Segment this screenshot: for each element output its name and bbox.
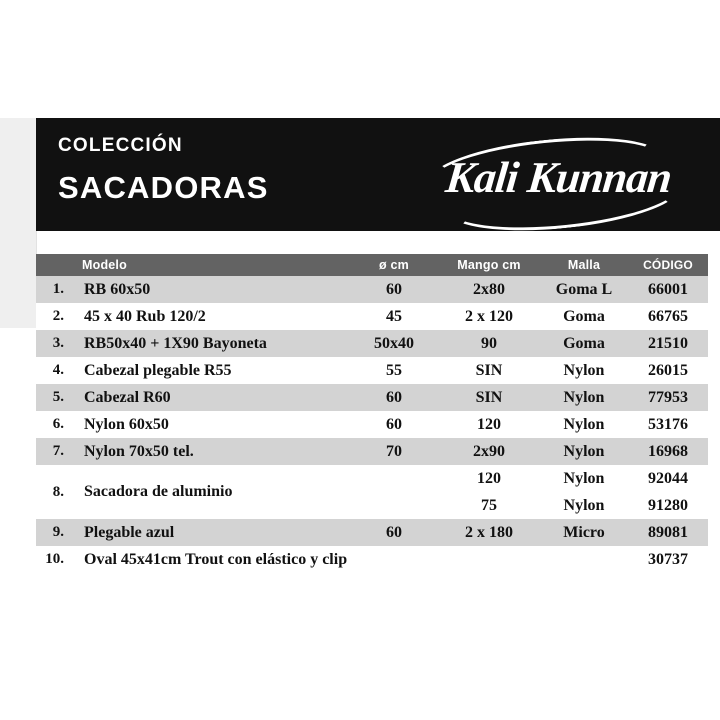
row-mango: 120 <box>438 411 540 438</box>
row-malla: Nylon <box>540 438 628 465</box>
row-codigo: 30737 <box>628 546 708 573</box>
table-header-row <box>36 254 708 276</box>
row-modelo: Cabezal R60 <box>70 384 350 411</box>
row-malla: Goma <box>540 303 628 330</box>
brand-name: Kali Kunnan <box>443 153 674 202</box>
brand-logo <box>416 144 720 214</box>
catalog-header-band <box>36 118 720 231</box>
row-diameter: 50x40 <box>350 330 438 357</box>
row-codigo: 16968 <box>628 438 708 465</box>
spec-table <box>36 254 708 573</box>
row-modelo: 45 x 40 Rub 120/2 <box>70 303 350 330</box>
row-index: 1. <box>36 276 70 303</box>
row-index: 10. <box>36 546 70 573</box>
row-malla: Nylon <box>540 411 628 438</box>
row-malla: Nylon <box>540 357 628 384</box>
table-row <box>36 465 708 519</box>
row-mango: 2 x 180 <box>438 519 540 546</box>
row-codigo: 89081 <box>628 519 708 546</box>
row-codigo: 77953 <box>628 384 708 411</box>
row-index: 2. <box>36 303 70 330</box>
row-diameter: 60 <box>350 384 438 411</box>
row-codigo: 21510 <box>628 330 708 357</box>
row-mango: SIN <box>438 384 540 411</box>
table-row <box>36 276 708 303</box>
row-mango: 120 <box>477 470 501 487</box>
column-header-malla: Malla <box>567 258 601 272</box>
row-malla: Nylon <box>563 470 605 487</box>
row-diameter: 55 <box>350 357 438 384</box>
row-malla-alt: Nylon <box>563 497 605 514</box>
row-malla-group <box>540 465 628 519</box>
row-mango: 2 x 120 <box>438 303 540 330</box>
spec-table-wrapper <box>36 254 693 573</box>
row-mango: 90 <box>438 330 540 357</box>
row-diameter: 60 <box>350 519 438 546</box>
row-codigo: 53176 <box>628 411 708 438</box>
row-index: 7. <box>36 438 70 465</box>
row-modelo: Plegable azul <box>70 519 350 546</box>
row-codigo-group <box>628 465 708 519</box>
row-malla: Micro <box>540 519 628 546</box>
table-row <box>36 357 708 384</box>
row-diameter <box>350 465 438 519</box>
row-mango: 2x80 <box>438 276 540 303</box>
row-malla: Goma <box>540 330 628 357</box>
row-codigo: 66765 <box>628 303 708 330</box>
column-header-mango: Mango cm <box>457 258 521 272</box>
column-header-index <box>36 254 70 276</box>
row-modelo: Cabezal plegable R55 <box>70 357 350 384</box>
row-mango: 2x90 <box>438 438 540 465</box>
row-diameter: 70 <box>350 438 438 465</box>
row-index: 3. <box>36 330 70 357</box>
row-modelo: Nylon 60x50 <box>70 411 350 438</box>
column-header-modelo: Modelo <box>82 258 127 272</box>
row-malla: Goma L <box>540 276 628 303</box>
row-malla: Nylon <box>540 384 628 411</box>
row-codigo: 92044 <box>648 470 688 487</box>
row-modelo: Nylon 70x50 tel. <box>70 438 350 465</box>
table-row <box>36 438 708 465</box>
row-codigo: 66001 <box>628 276 708 303</box>
row-index: 8. <box>36 465 70 519</box>
table-row <box>36 519 708 546</box>
row-modelo: Sacadora de aluminio <box>70 465 350 519</box>
table-row <box>36 411 708 438</box>
row-diameter: 60 <box>350 411 438 438</box>
row-index: 4. <box>36 357 70 384</box>
table-row <box>36 546 708 573</box>
row-mango: SIN <box>438 357 540 384</box>
page-title: SACADORAS <box>58 170 269 205</box>
row-index: 5. <box>36 384 70 411</box>
row-diameter: 60 <box>350 276 438 303</box>
row-index: 6. <box>36 411 70 438</box>
table-head <box>36 254 708 276</box>
table-row <box>36 303 708 330</box>
row-mango-group <box>438 465 540 519</box>
left-edge-strip <box>0 118 37 328</box>
row-index: 9. <box>36 519 70 546</box>
row-mango-alt: 75 <box>481 497 497 514</box>
table-row <box>36 330 708 357</box>
row-codigo: 26015 <box>628 357 708 384</box>
table-body <box>36 276 708 573</box>
row-diameter: 45 <box>350 303 438 330</box>
row-modelo: Oval 45x41cm Trout con elástico y clip <box>70 546 628 573</box>
row-modelo: RB50x40 + 1X90 Bayoneta <box>70 330 350 357</box>
table-row <box>36 384 708 411</box>
row-codigo-alt: 91280 <box>648 497 688 514</box>
column-header-diameter: ø cm <box>379 258 409 272</box>
column-header-codigo: CÓDIGO <box>643 258 693 272</box>
collection-kicker: COLECCIÓN <box>58 135 183 156</box>
row-modelo: RB 60x50 <box>70 276 350 303</box>
